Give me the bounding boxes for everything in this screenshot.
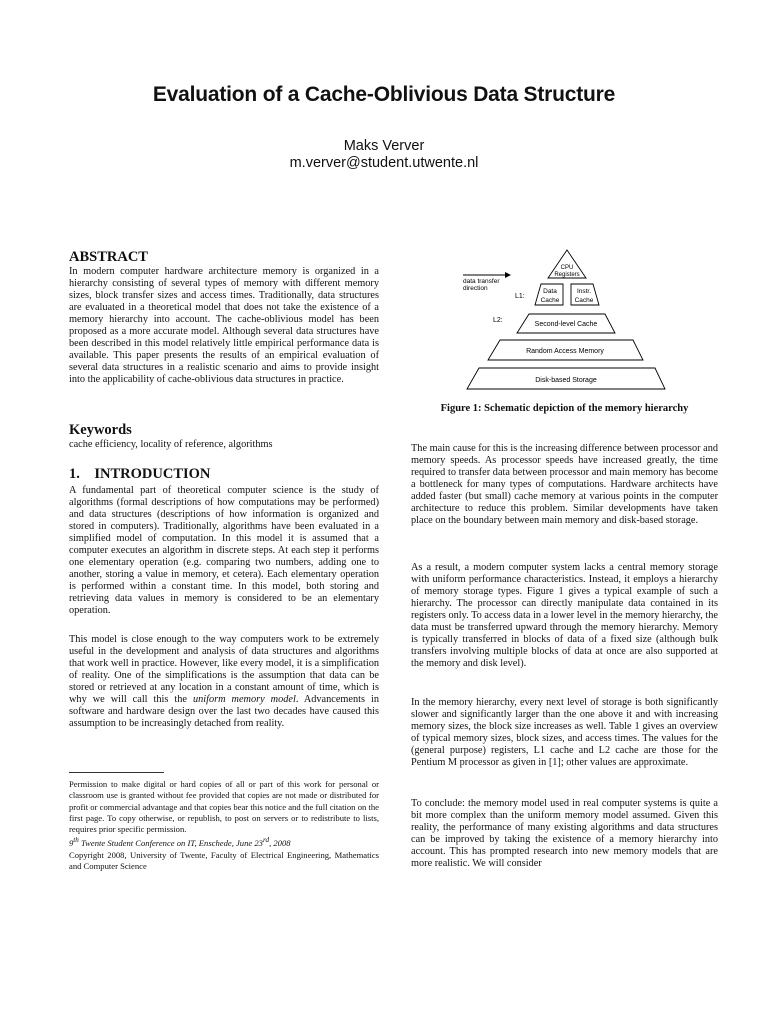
author-email: m.verver@student.utwente.nl [289,155,479,171]
keywords-text: cache efficiency, locality of reference, algorithms [69,439,273,450]
intro-paragraph-1: A fundamental part of theoretical computer science is the study of algorithms (formal descriptions of how computations may be performed) and data structures (descriptions of how information is organized and stored in computers). Traditionally, algorithms have been evaluated in a simplified model of computation. In this model it is assumed that a computer executes an algorithm in discrete steps. At each step it performs one elementary operation (e.g. comparing two numbers, adding one to another, storing a value in memory, et cetera). Each elementary operation is performed within a constant time. In this model, both storing and retrieving data values in memory is considered to be an elementary operation. [69,485,379,617]
right-paragraph-2: As a result, a modern computer system lacks a central memory storage with uniform performance characteristics. Instead, it employs a hierarchy of memory storage types. Figure 1 gives a typical example of such a hierarchy. The processor can directly manipulate data contained in its registers only. To access data in a lower level in the memory hierarchy, the data must be transferred upward through the memory hierarchy. Memory is typically transferred in blocks of data of a fixed size (although bulk transfers involving multiple blocks of data at once are also supported at the memory and disk level). [411,562,718,670]
intro-p2-start: This model is close enough to the way computers work to be extremely useful in the development and analysis of data structures and algorithms that work well in practice. However, like every model, it is a simplification of reality. One of the simplifications is the assumption that data can be stored or retrieved at any location in a constant amount of time, which is why we will call this the [69,634,379,706]
conference-year: , 2008 [269,838,291,849]
arrow-label-line-1: data transfer [463,278,500,285]
copyright-text: Copyright 2008, University of Twente, Faculty of Electrical Engineering, Mathematics and Computer Science [69,849,379,871]
data-cache-label-1: Data [543,288,557,295]
instr-cache-label-1: Instr. [576,288,592,295]
right-paragraph-1: The main cause for this is the increasing difference between processor and memory speeds. As processor speeds have increased greatly, the time required to transfer data between processor and main memory has become a bottleneck for many types of computations. Hardware architects have added faster (but small) cache memory at various points in the computer architecture to reduce this problem. Similar developments have taken place on the boundary between main memory and disk-based storage. [411,443,718,527]
instr-cache-label-2: Cache [574,297,594,304]
keywords-heading: Keywords [69,422,132,438]
l2-label: L2: [493,317,503,324]
registers-label: Registers [554,272,580,278]
second-level-cache-label: Second-level Cache [534,321,598,328]
footnote-divider [69,772,164,773]
intro-p2-end: . Advancements in software and hardware design over the last two decades have caused this assumption to be increasingly detached from reality. [69,694,379,730]
permission-notice [69,779,379,872]
cpu-label: CPU [560,265,574,271]
abstract-text: In modern computer hardware architecture memory is organized in a hierarchy consisting of several types of memory with different memory sizes, block transfer sizes and access times. Traditionally, data structures are evaluated in a theoretical model that does not take the existence of a memory hierarchy into account. The cache-oblivious model has been proposed as a more accurate model. Although several data structures have been described in this model relatively little empirical performance data is available. This paper presents the results of an empirical evaluation of several data structures in a realistic scenario and aims to provide insight into the applicability of cache-oblivious data structures in practice. [69,266,379,386]
uniform-memory-model-term: uniform memory model [192,694,296,706]
l1-label: L1: [515,293,525,300]
figure-caption: Figure 1: Schematic depiction of the memory hierarchy [440,403,689,414]
paper-title: Evaluation of a Cache-Oblivious Data Structure [152,83,616,106]
data-transfer-arrow-head [505,272,511,278]
permission-text: Permission to make digital or hard copies of all or part of this work for personal or classroom use is granted without fee provided that copies are not made or distributed for profit or commercial advantage and that copies bear this notice and the full citation on the first page. To copy otherwise, or republish, to post on servers or to redistribute to lists, requires prior specific permission. [69,779,379,835]
conference-ordinal: 9 [69,838,74,849]
intro-paragraph-2 [69,634,379,730]
conference-line [69,838,291,848]
disk-storage-label: Disk-based Storage [535,377,597,384]
author-name: Maks Verver [343,138,425,154]
abstract-heading: ABSTRACT [69,249,148,265]
conference-name: Twente Student Conference on IT, Enschede, June 23 [78,838,263,849]
data-cache-label-2: Cache [540,297,560,304]
conference-date-suffix: rd [262,836,270,845]
memory-hierarchy-diagram [455,248,695,393]
right-paragraph-3: In the memory hierarchy, every next level of storage is both significantly slower and significantly larger than the one above it and with increasing memory sizes, the block size increases as well. Table 1 gives an overview of typical memory sizes, block sizes, and access times. The values for the (general purpose) registers, L1 cache and L2 cache are those for the Pentium M processor as given in [1]; other values are approximate. [411,697,718,769]
ram-label: Random Access Memory [526,348,604,355]
introduction-heading: 1. INTRODUCTION [69,466,211,482]
conference-ordinal-suffix: th [73,836,79,845]
memory-hierarchy-figure [455,248,695,393]
arrow-label-line-2: direction [463,285,488,292]
author-block [0,138,768,172]
right-paragraph-4: To conclude: the memory model used in real computer systems is quite a bit more complex than the uniform memory model assumed. Given this reality, the performance of many existing algorithms and data structures can be improved by taking the existence of a memory hierarchy into account. This has prompted research into new memory models that are more realistic. We will consider [411,798,718,870]
